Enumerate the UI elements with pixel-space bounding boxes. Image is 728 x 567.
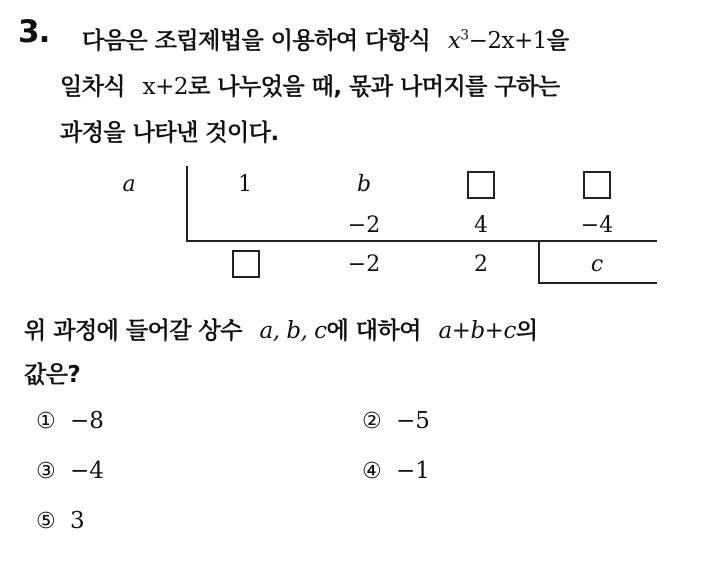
prompt-text: 에 대하여 (326, 318, 421, 344)
choice-value: −1 (396, 458, 430, 484)
question-line-1 (82, 22, 569, 55)
divisor-expression: x+2 (142, 74, 189, 100)
question-text: 일차식 (60, 74, 126, 100)
choice-marker: ⑤ (36, 509, 56, 534)
blank-box (583, 171, 611, 199)
prompt-text: 의 (515, 318, 538, 344)
sum-expression: a+b+c (438, 318, 516, 344)
blank-box (232, 250, 260, 278)
blank-box (467, 171, 495, 199)
prompt-text: 위 과정에 들어갈 상수 (24, 318, 242, 344)
remainder-cell: c (590, 252, 604, 277)
quotient-cell: 2 (474, 252, 488, 277)
constants-list: a, b, c (259, 318, 327, 344)
choice-value: −4 (70, 458, 104, 484)
divisor-cell: a (122, 172, 136, 197)
coefficient-cell: b (356, 172, 372, 197)
quotient-cell: −2 (347, 252, 381, 277)
question-text: 로 나누었을 때, 몫과 나머지를 구하는 (188, 74, 560, 100)
table-horizontal-rule (186, 240, 657, 242)
table-vertical-rule (186, 166, 188, 242)
choice-1[interactable] (36, 408, 104, 434)
choice-marker: ④ (362, 459, 382, 484)
prompt-line-2: 값은? (24, 362, 81, 388)
coefficient-cell: 1 (238, 172, 252, 197)
question-text: 다음은 조립제법을 이용하여 다항식 (82, 28, 431, 54)
remainder-bottom-rule (538, 282, 657, 284)
remainder-vertical-rule (538, 242, 540, 284)
question-line-2 (60, 68, 560, 101)
product-cell: −2 (347, 213, 381, 238)
choice-3[interactable] (36, 458, 104, 484)
question-line-3: 과정을 나타낸 것이다. (60, 120, 279, 146)
choice-2[interactable] (362, 408, 430, 434)
choice-marker: ② (362, 409, 382, 434)
polynomial-expression: $x^3-2x+1$ (447, 27, 547, 54)
product-cell: 4 (474, 213, 488, 238)
choice-4[interactable] (362, 458, 430, 484)
question-number: 3. (18, 14, 50, 50)
choice-value: −8 (70, 408, 104, 434)
choice-marker: ③ (36, 459, 56, 484)
choice-marker: ① (36, 409, 56, 434)
choice-5[interactable] (36, 508, 85, 534)
product-cell: −4 (580, 213, 614, 238)
choice-value: −5 (396, 408, 430, 434)
question-text: 을 (546, 28, 569, 54)
prompt-line-1 (24, 312, 538, 345)
choice-value: 3 (70, 508, 85, 534)
